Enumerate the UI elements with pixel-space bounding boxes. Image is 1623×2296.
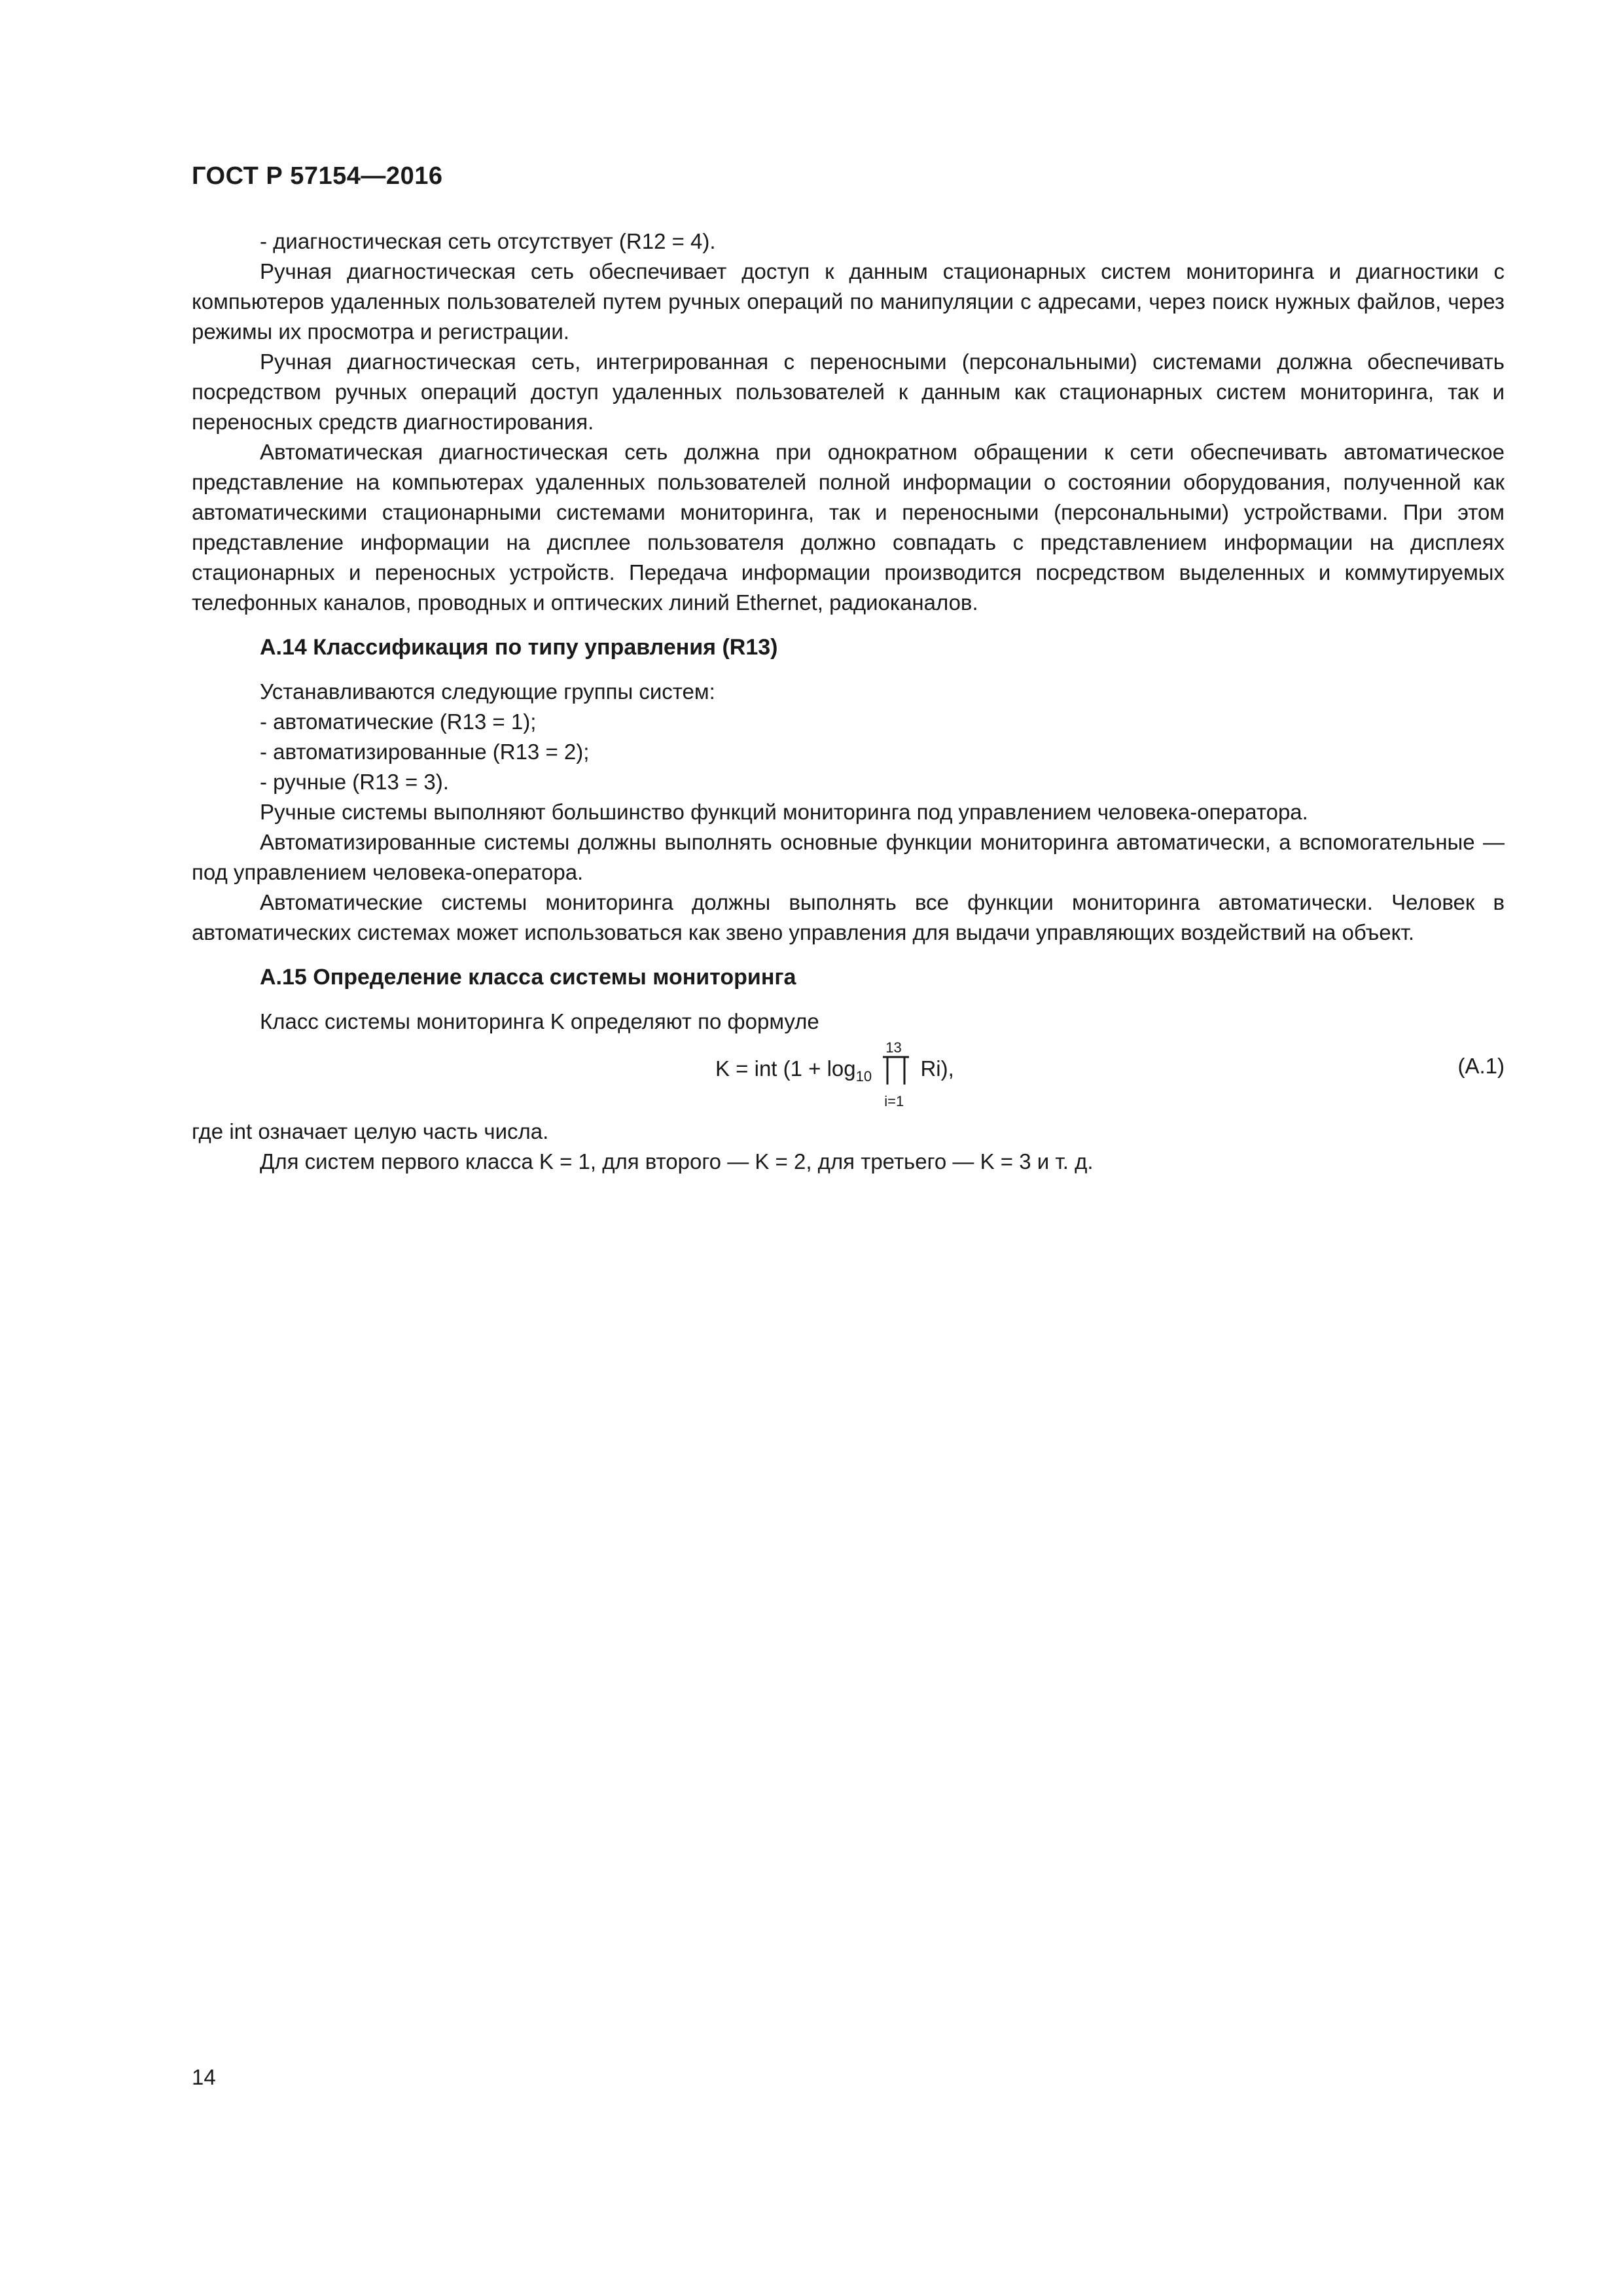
paragraph-automated-systems: Автоматизированные системы должны выполнять основные функции мониторинга автоматически, а вспомогательные — под управлением человека-оператора. [192, 830, 1505, 884]
list-item-manual: - ручные (R13 = 3). [260, 770, 449, 794]
document-id: ГОСТ Р 57154—2016 [192, 162, 443, 190]
paragraph-manual-systems: Ручные системы выполняют большинство функций мониторинга под управлением человека-оператора. [260, 800, 1308, 824]
paragraph-where: где int означает целую часть числа. [192, 1119, 549, 1143]
page-number: 14 [192, 2065, 216, 2089]
section-heading-a15: А.15 Определение класса системы мониторинга [260, 965, 796, 990]
product-sign-icon [882, 1055, 910, 1085]
product-lower-limit: i=1 [884, 1093, 904, 1110]
product-upper-limit: 13 [885, 1039, 902, 1056]
list-item-automatic: - автоматические (R13 = 1); [260, 709, 537, 734]
formula [715, 1039, 954, 1110]
paragraph-a15-intro: Класс системы мониторинга K определяют по формуле [260, 1009, 819, 1033]
formula-block [192, 1039, 1505, 1117]
paragraph-automatic-network: Автоматическая диагностическая сеть должна при однократном обращении к сети обеспечивать автоматическое представление на компьютерах удаленных пользователей полной информации о состоянии оборудования, полученной как автоматическими стационарными системами мониторинга, так и переносными (персональными) устройствами. При этом представление информации на дисплее пользователя должно совпадать с представлением информации на дисплеях стационарных и переносных устройств. Передача информации производится посредством выделенных и коммутируемых телефонных каналов, проводных и оптических линий Ethernet, радиоканалов. [192, 440, 1505, 615]
formula-log-base: 10 [855, 1068, 872, 1085]
document-body [192, 226, 1505, 1177]
product-symbol [882, 1039, 910, 1110]
paragraph-integrated-network: Ручная диагностическая сеть, интегрированная с переносными (персональными) системами должна обеспечивать посредством ручных операций доступ удаленных пользователей к данным как стационарных систем мониторинга, так и переносных средств диагностирования. [192, 350, 1505, 434]
formula-lhs: K = int (1 + log [715, 1056, 856, 1081]
paragraph-class-examples: Для систем первого класса K = 1, для второго — K = 2, для третьего — K = 3 и т. д. [260, 1149, 1094, 1174]
section-heading-a14: А.14 Классификация по типу управления (R13) [260, 635, 778, 660]
list-item-automated: - автоматизированные (R13 = 2); [260, 740, 590, 764]
formula-rhs: Ri), [920, 1056, 954, 1081]
formula-number: (А.1) [1457, 1054, 1505, 1078]
paragraph-automatic-systems: Автоматические системы мониторинга должны выполнять все функции мониторинга автоматически. Человек в автоматических системах может использоваться как звено управления для выдачи управляющих воздействий на объект. [192, 890, 1505, 944]
list-item-r12: - диагностическая сеть отсутствует (R12 = 4). [260, 229, 716, 253]
paragraph-manual-network: Ручная диагностическая сеть обеспечивает доступ к данным стационарных систем мониторинга и диагностики с компьютеров удаленных пользователей путем ручных операций по манипуляции с адресами, через поиск нужных файлов, через режимы их просмотра и регистрации. [192, 259, 1505, 344]
paragraph-a14-intro: Устанавливаются следующие группы систем: [260, 679, 715, 704]
